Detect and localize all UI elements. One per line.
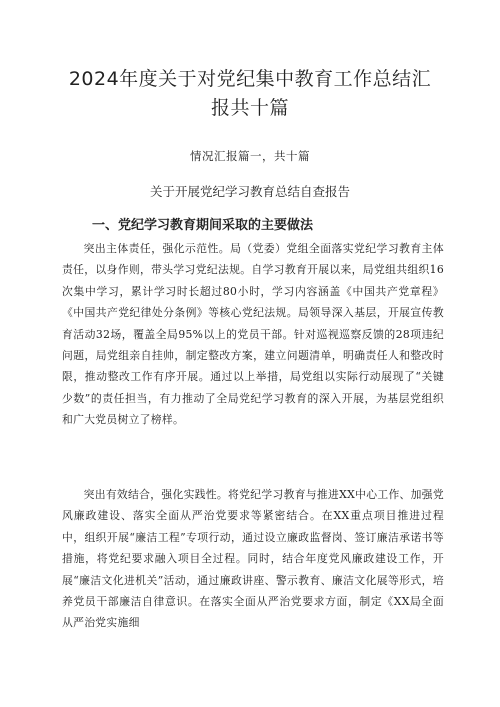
paragraph: 突出有效结合，强化实践性。将党纪学习教育与推进XX中心工作、加强党风廉政建设、落实全面从严治党要求等紧密结合。在XX重点项目推进过程中，组织开展“廉洁工程”专项行动，通过设立廉政监督岗、签订廉洁承诺书等措施，将党纪要求融入项目全过程。同时，结合年度党风廉政建设工作，开展“廉洁文化进机关”活动，通过廉政讲座、警示教育、廉洁文化展等形式，培养党员干部廉洁自律意识。在落实全面从严治党要求方面，制定《XX局全面从严治党实施细 xyxy=(62,488,444,630)
report-title: 关于开展党纪学习教育总结自查报告 xyxy=(149,184,350,199)
paragraph: 突出主体责任，强化示范性。局（党委）党组全面落实党纪学习教育主体责任，以身作则，带头学习党纪法规。自学习教育开展以来，局党组共组织16次集中学习，累计学习时长超过80小时，学习内容涵盖《中国共产党章程》《中国共产党纪律处分条例》等核心党纪法规。局领导深入基层，开展宣传教育活动32场，覆盖全局95%以上的党员干部。针对巡视巡察反馈的28项违纪问题，局党组亲自挂帅，制定整改方案，建立问题清单，明确责任人和整改时限，推动整改工作有序开展。通过以上举措，局党组以实际行动展现了“关键少数”的责任担当，有力推动了全局党纪学习教育的深入开展，为基层党组织和广大党员树立了榜样。 xyxy=(62,242,444,427)
document-title-line-2: 报共十篇 xyxy=(210,97,289,119)
document-subtitle: 情况汇报篇一，共十篇 xyxy=(190,149,310,163)
document-title-line-1: 2024年度关于对党纪集中教育工作总结汇 xyxy=(68,68,432,90)
section-heading: 一、党纪学习教育期间采取的主要做法 xyxy=(92,218,314,233)
